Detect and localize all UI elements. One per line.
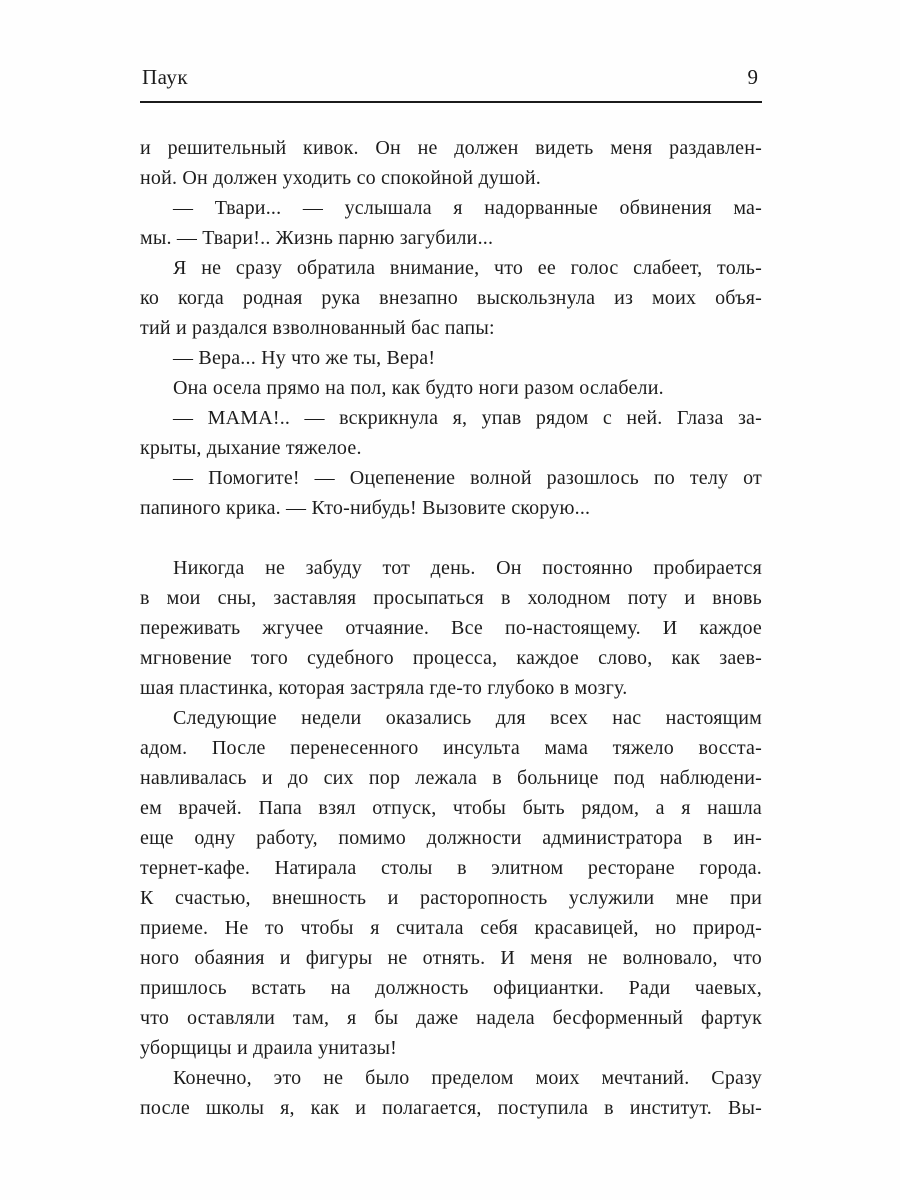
page-body (140, 133, 762, 1123)
page-number: 9 (747, 65, 758, 89)
text-line: тернет-кафе. Натирала столы в элитном ресторане города. (140, 857, 762, 879)
header-rule (140, 101, 762, 103)
paragraph (140, 403, 762, 463)
text-line: мгновение того судебного процесса, каждое слово, как заев- (140, 647, 762, 669)
text-line: К счастью, внешность и расторопность услужили мне при (140, 887, 762, 909)
text-line: и решительный кивок. Он не должен видеть меня раздавлен- (140, 137, 762, 159)
paragraph (140, 253, 762, 343)
text-line: тий и раздался взволнованный бас папы: (140, 317, 495, 339)
text-line: Я не сразу обратила внимание, что ее голос слабеет, толь- (173, 257, 762, 279)
paragraph (140, 343, 762, 373)
text-line: переживать жгучее отчаяние. Все по-настоящему. И каждое (140, 617, 762, 639)
text-line: — Твари... — услышала я надорванные обвинения ма- (173, 197, 762, 219)
text-line: крыты, дыхание тяжелое. (140, 437, 362, 459)
text-line: шая пластинка, которая застряла где-то глубоко в мозгу. (140, 677, 628, 699)
text-line: ем врачей. Папа взял отпуск, чтобы быть рядом, а я нашла (140, 797, 762, 819)
running-title: Паук (142, 65, 189, 89)
paragraph (140, 1063, 762, 1123)
text-line: Конечно, это не было пределом моих мечтаний. Сразу (173, 1067, 762, 1089)
text-line: еще одну работу, помимо должности администратора в ин- (140, 827, 762, 849)
text-line: ко когда родная рука внезапно выскользнула из моих объя- (140, 287, 762, 309)
paragraph (140, 133, 762, 193)
text-line: папиного крика. — Кто-нибудь! Вызовите скорую... (140, 497, 591, 519)
text-line: — МАМА!.. — вскрикнула я, упав рядом с ней. Глаза за- (173, 407, 762, 429)
paragraph (140, 703, 762, 1063)
text-line: уборщицы и драила унитазы! (140, 1037, 397, 1059)
page-header (140, 64, 762, 90)
text-line: адом. После перенесенного инсульта мама тяжело восста- (140, 737, 762, 759)
text-line: навливалась и до сих пор лежала в больнице под наблюдени- (140, 767, 762, 789)
text-line: Она осела прямо на пол, как будто ноги разом ослабели. (173, 377, 664, 399)
text-line: что оставляли там, я бы даже надела бесформенный фартук (140, 1007, 762, 1029)
text-line: приеме. Не то чтобы я считала себя красавицей, но природ- (140, 917, 762, 939)
text-line: ного обаяния и фигуры не отнять. И меня не волновало, что (140, 947, 762, 969)
text-line: Никогда не забуду тот день. Он постоянно пробирается (173, 557, 762, 579)
text-line: мы. — Твари!.. Жизнь парню загубили... (140, 227, 494, 249)
paragraph (140, 373, 762, 403)
text-line: ной. Он должен уходить со спокойной душой. (140, 167, 541, 189)
text-line: — Помогите! — Оцепенение волной разошлось по телу от (173, 467, 762, 489)
paragraph (140, 553, 762, 703)
text-line: после школы я, как и полагается, поступила в институт. Вы- (140, 1097, 762, 1119)
text-line: — Вера... Ну что же ты, Вера! (173, 347, 436, 369)
paragraph (140, 463, 762, 523)
text-line: Следующие недели оказались для всех нас настоящим (173, 707, 762, 729)
text-line: пришлось встать на должность официантки. Ради чаевых, (140, 977, 762, 999)
text-line: в мои сны, заставляя просыпаться в холодном поту и вновь (140, 587, 762, 609)
paragraph (140, 193, 762, 253)
